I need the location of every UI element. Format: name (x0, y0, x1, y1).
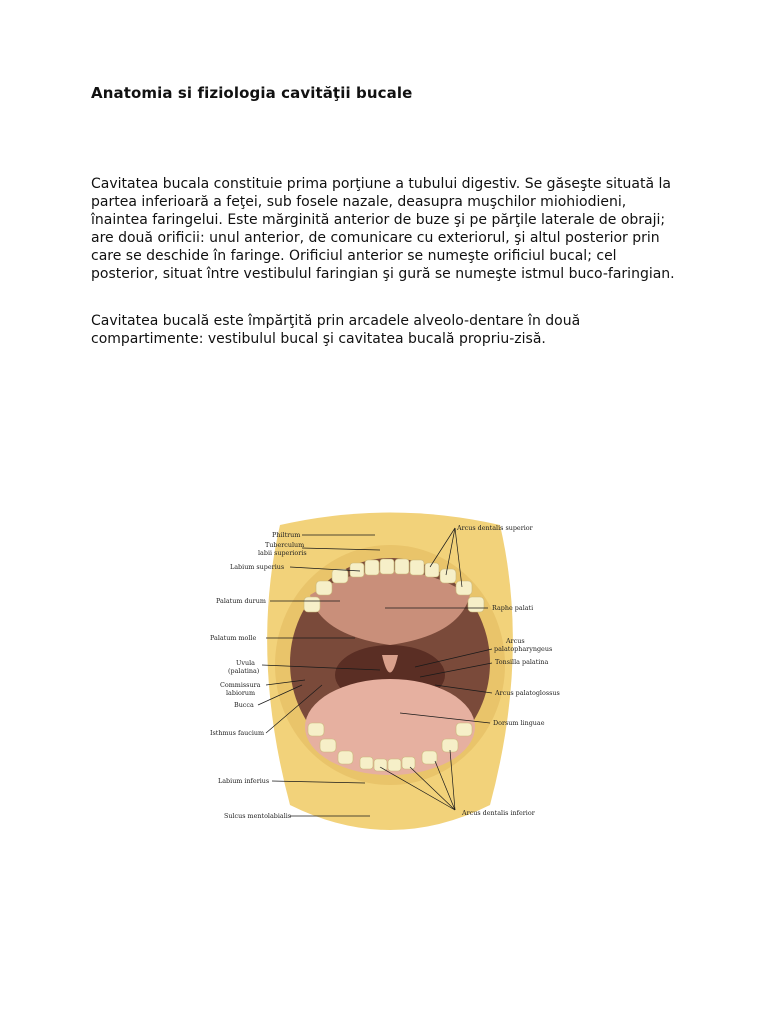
label-arcus-palatopharyngeus-1: Arcus (506, 637, 525, 645)
paragraph-2: Cavitatea bucală este împărţită prin arcadele alveolo-dentare în două compartimente: vestibulul bucal şi cavitatea bucală propriu-zisă. (91, 313, 581, 347)
label-labium-superius: Labium superius (230, 563, 285, 571)
anatomy-diagram (210, 505, 570, 850)
label-bucca: Bucca (234, 701, 254, 709)
label-arcus-dentalis-superior: Arcus dentalis superior (457, 524, 533, 532)
label-arcus-dentalis-inferior: Arcus dentalis inferior (462, 809, 535, 817)
label-uvula-1: Uvula (236, 659, 255, 667)
label-tonsilla-palatina: Tonsilla palatina (495, 658, 549, 666)
label-commissura-2: labiorum (226, 689, 256, 697)
label-tuberculum-2: labii superioris (258, 549, 307, 557)
document-title: Anatomia si fiziologia cavităţii bucale (91, 84, 413, 102)
label-dorsum-linguae: Dorsum linguae (493, 719, 545, 727)
oral-cavity-illustration (210, 505, 570, 850)
label-philtrum: Philtrum (272, 531, 301, 539)
label-uvula-2: (palatina) (228, 667, 260, 675)
label-commissura-1: Commissura (220, 681, 261, 689)
label-palatum-molle: Palatum molle (210, 634, 257, 642)
label-tuberculum-1: Tuberculum (265, 541, 305, 549)
label-isthmus-faucium: Isthmus faucium (210, 729, 265, 737)
label-arcus-palatoglossus: Arcus palatoglossus (495, 689, 560, 697)
label-labium-inferius: Labium inferius (218, 777, 270, 785)
label-sulcus-mentolabialis: Sulcus mentolabialis (224, 812, 292, 820)
label-arcus-palatopharyngeus-2: palatopharyngeus (494, 645, 553, 653)
label-raphe-palati: Raphe palati (492, 604, 534, 612)
label-palatum-durum: Palatum durum (216, 597, 266, 605)
paragraph-1: Cavitatea bucala constituie prima porţiune a tubului digestiv. Se găseşte situată la partea inferioară a feţei, sub fosele nazale, deasupra muşchilor miohiodieni, înaintea faringelui. Este mărginită anterior de buze şi pe părţile laterale de obraji; are două orificii: unul anterior, de comunicare cu exteriorul, şi altul posterior prin care se deschide în faringe. Orificiul anterior se numeşte orificiul bucal; cel posterior, situat între vestibulul faringian şi gură se numeşte istmul buco-faringian. (91, 176, 675, 282)
